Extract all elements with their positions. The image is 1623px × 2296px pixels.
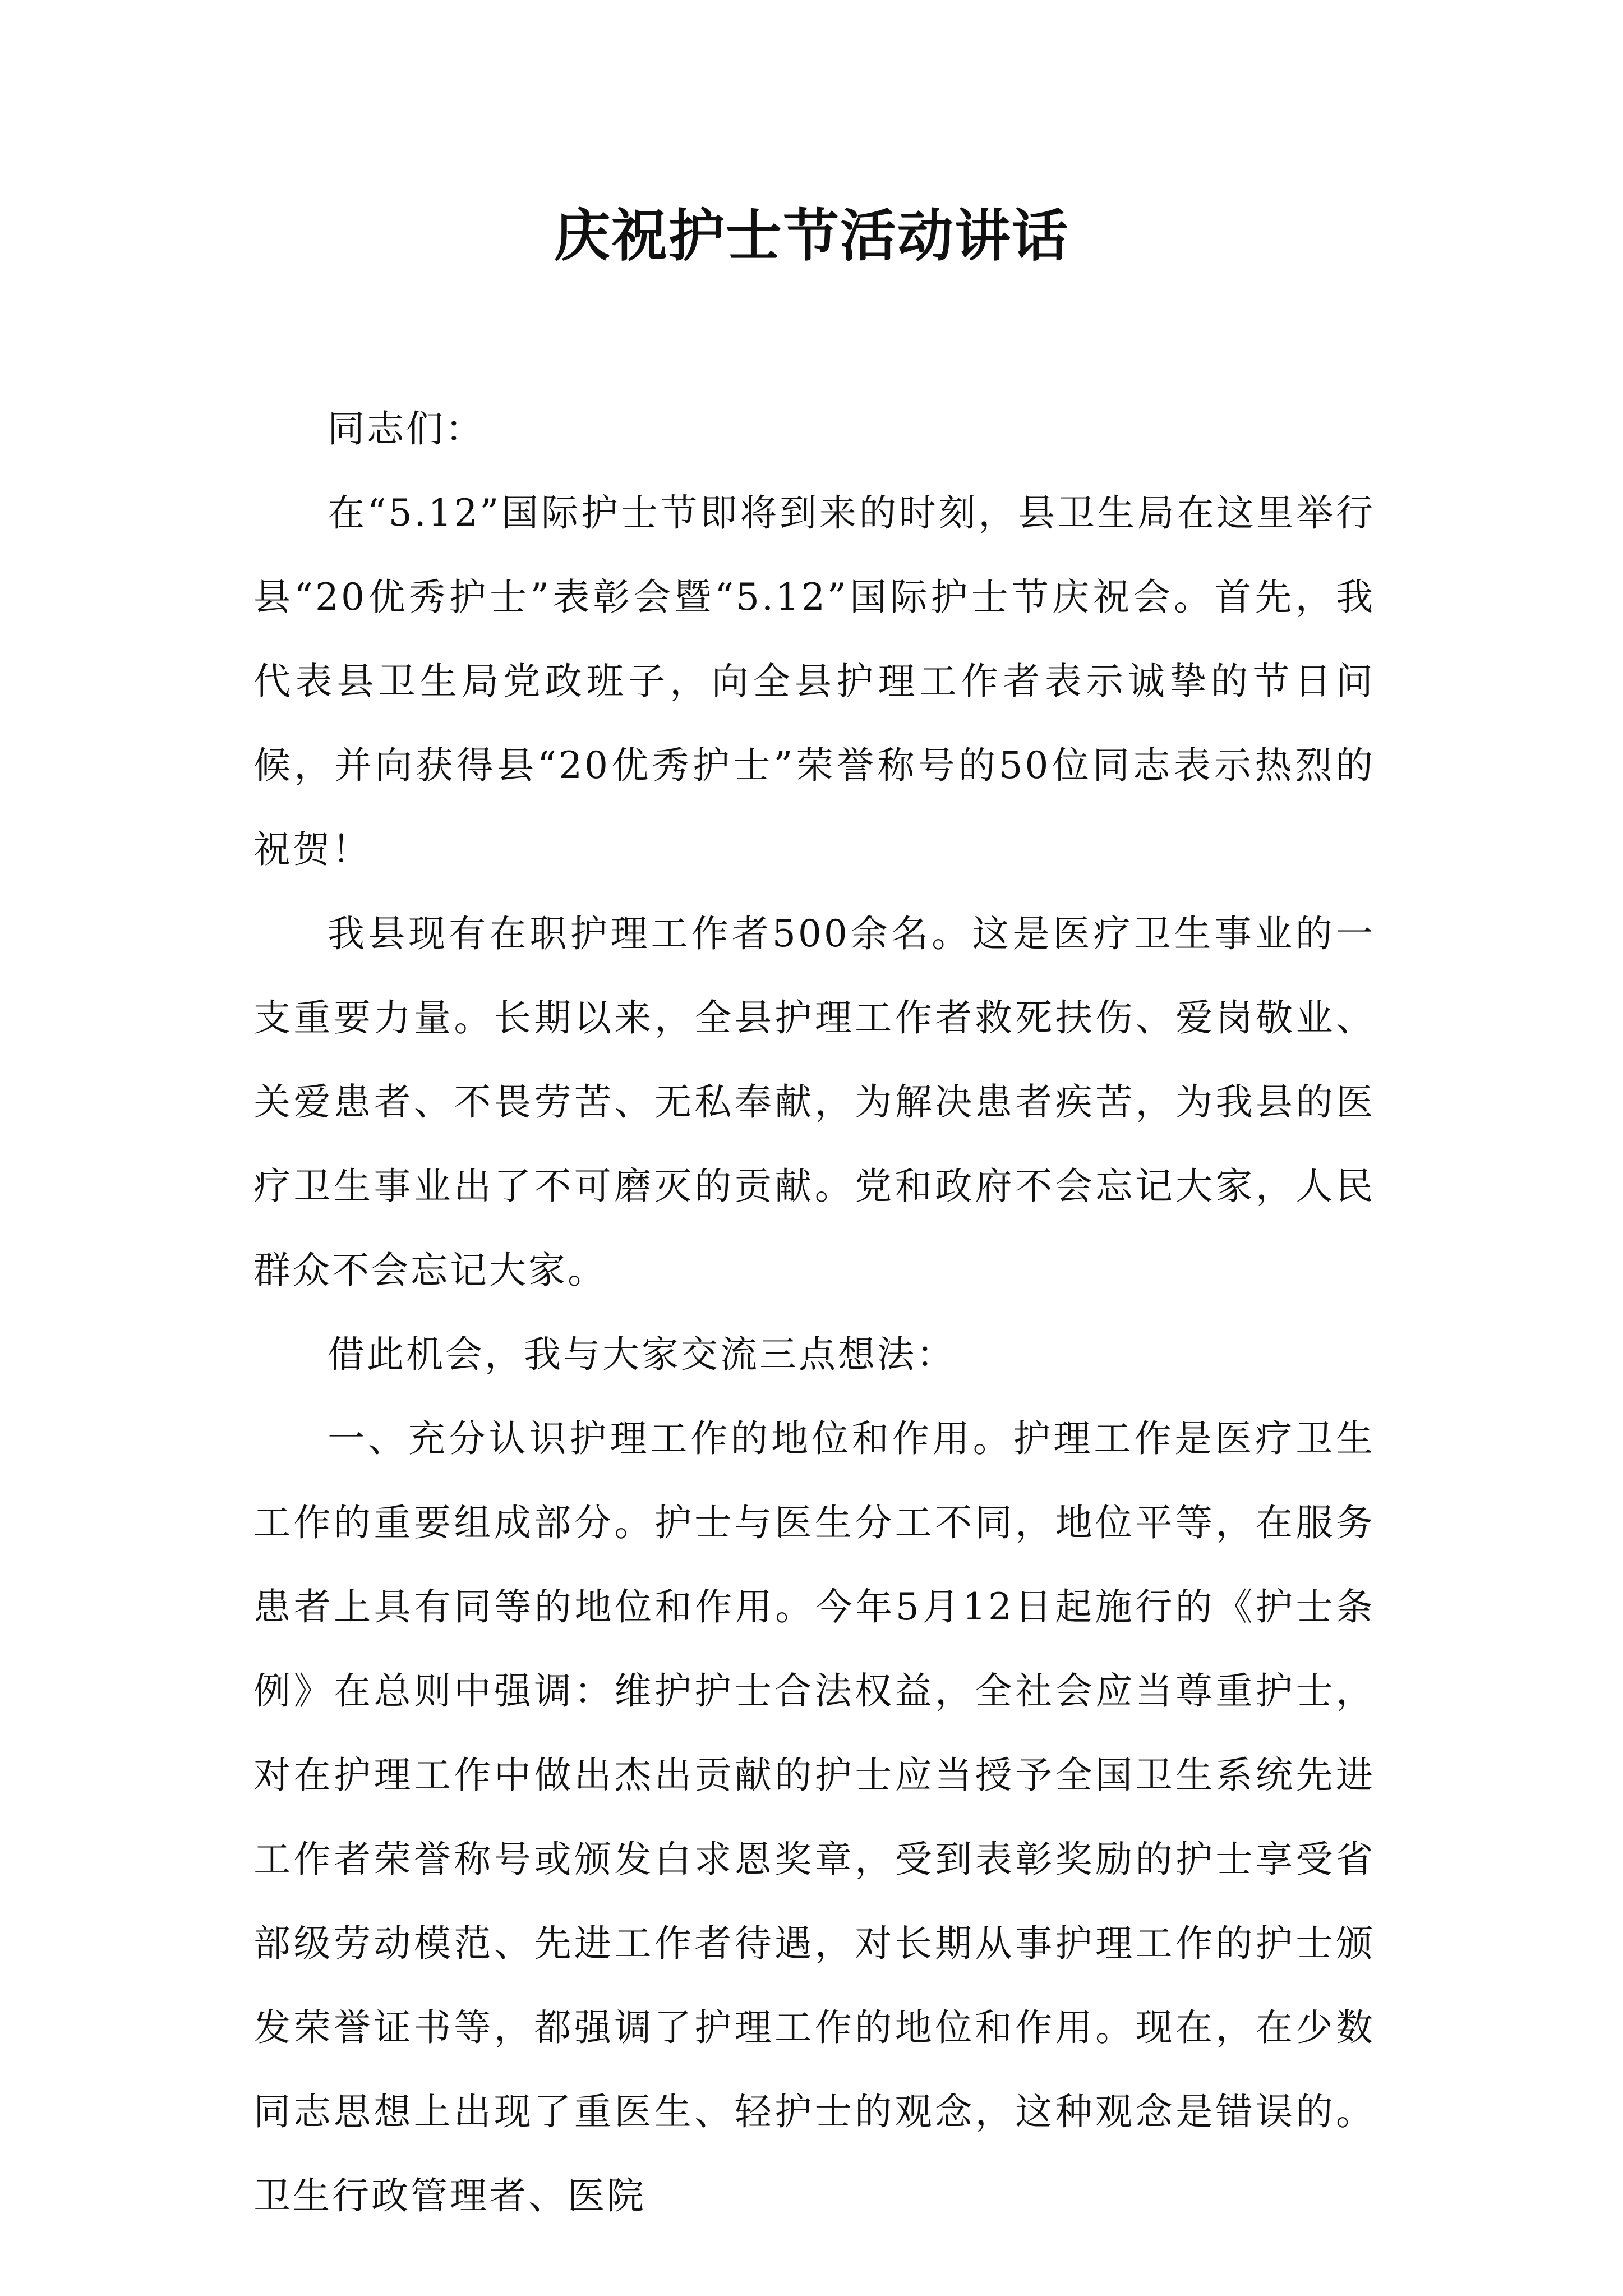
document-title: 庆祝护士节活动讲话 — [554, 203, 1069, 269]
body-paragraph: 在“5.12”国际护士节即将到来的时刻，县卫生局在这里举行县“20优秀护士”表彰会暨“5.12”国际护士节庆祝会。首先，我代表县卫生局党政班子，向全县护理工作者表示诚挚的节日问候，并向获得县“20优秀护士”荣誉称号的50位同志表示热烈的祝贺！ — [253, 491, 1375, 871]
document-body — [253, 387, 1375, 2238]
body-paragraph: 一、充分认识护理工作的地位和作用。护理工作是医疗卫生工作的重要组成部分。护士与医生分工不同，地位平等，在服务患者上具有同等的地位和作用。今年5月12日起施行的《护士条例》在总则中强调：维护护士合法权益，全社会应当尊重护士，对在护理工作中做出杰出贡献的护士应当授予全国卫生系统先进工作者荣誉称号或颁发白求恩奖章，受到表彰奖励的护士享受省部级劳动模范、先进工作者待遇，对长期从事护理工作的护士颁发荣誉证书等，都强调了护理工作的地位和作用。现在，在少数同志思想上出现了重医生、轻护士的观念，这种观念是错误的。卫生行政管理者、医院 — [253, 1417, 1375, 2217]
body-paragraph: 我县现有在职护理工作者500余名。这是医疗卫生事业的一支重要力量。长期以来，全县护理工作者救死扶伤、爱岗敬业、关爱患者、不畏劳苦、无私奉献，为解决患者疾苦，为我县的医疗卫生事业出了不可磨灭的贡献。党和政府不会忘记大家，人民群众不会忘记大家。 — [253, 912, 1375, 1292]
body-paragraph: 借此机会，我与大家交流三点想法： — [328, 1333, 956, 1376]
greeting-paragraph: 同志们： — [328, 407, 485, 450]
